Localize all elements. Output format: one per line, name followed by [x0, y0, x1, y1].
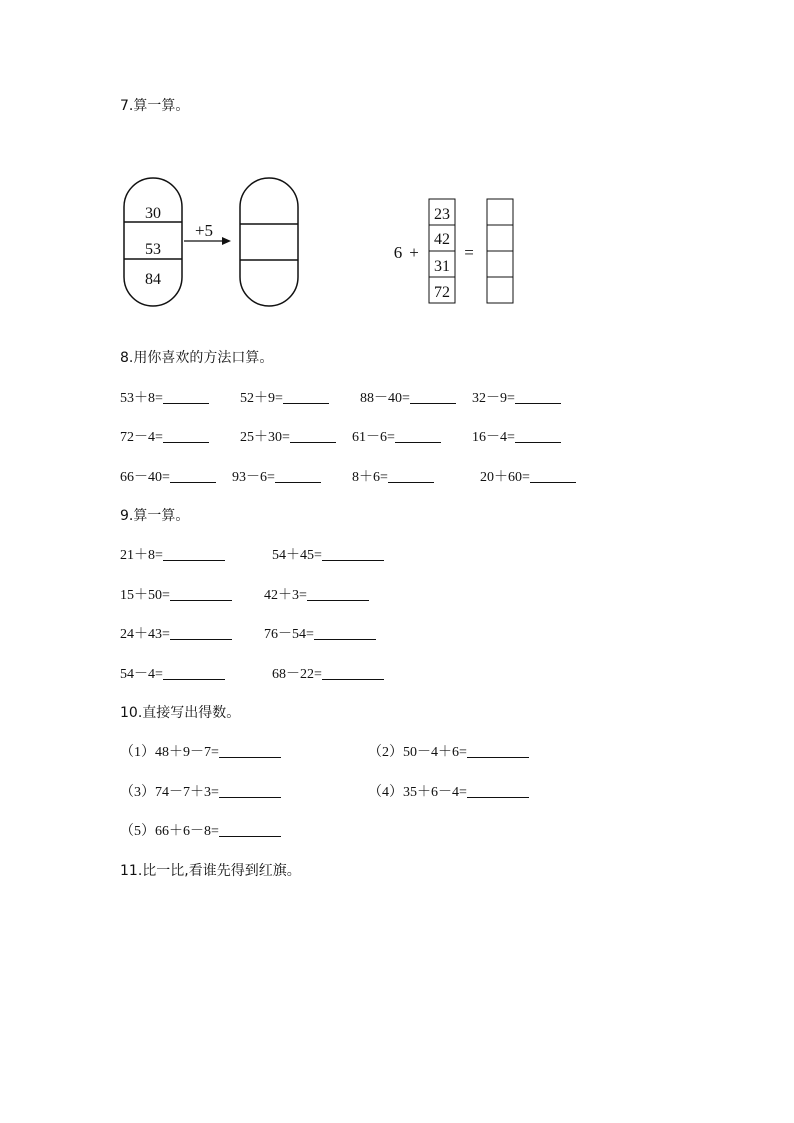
- q7-figure: [0, 0, 794, 320]
- answer-blank[interactable]: [322, 546, 384, 561]
- answer-blank[interactable]: [219, 783, 281, 798]
- answer-blank[interactable]: [322, 665, 384, 680]
- answer-blank[interactable]: [530, 468, 576, 483]
- q8-problem: 93－6=: [232, 468, 321, 487]
- q9-problem: 42＋3=: [264, 586, 369, 605]
- answer-blank[interactable]: [314, 625, 376, 640]
- q9-problem: 68－22=: [272, 665, 384, 684]
- answer-blank[interactable]: [410, 389, 456, 404]
- q8-problem: 16－4=: [472, 428, 561, 447]
- answer-blank[interactable]: [170, 586, 232, 601]
- q10-problem: （1）48＋9－7=: [120, 743, 281, 762]
- right-capsule: [240, 178, 298, 306]
- answer-blank[interactable]: [467, 743, 529, 758]
- arrow-head-icon: [222, 237, 231, 245]
- q11-title: 11.比一比,看谁先得到红旗。: [120, 863, 301, 879]
- capsule-value: 84: [145, 271, 161, 288]
- answer-blank[interactable]: [170, 468, 216, 483]
- plus-sign: +: [409, 243, 419, 262]
- answer-blank[interactable]: [307, 586, 369, 601]
- answer-blank[interactable]: [275, 468, 321, 483]
- q8-problem: 32－9=: [472, 389, 561, 408]
- answer-blank[interactable]: [219, 822, 281, 837]
- answer-blank[interactable]: [388, 468, 434, 483]
- answer-blank[interactable]: [283, 389, 329, 404]
- q9-problem: 54－4=: [120, 665, 225, 684]
- answer-blank[interactable]: [170, 625, 232, 640]
- q9-problem: 24＋43=: [120, 625, 232, 644]
- answer-blank[interactable]: [290, 428, 336, 443]
- q8-problem: 88－40=: [360, 389, 456, 408]
- column-value: 72: [434, 284, 450, 301]
- answer-blank[interactable]: [467, 783, 529, 798]
- q8-problem: 20＋60=: [480, 468, 576, 487]
- q10-problem: （2）50－4＋6=: [368, 743, 529, 762]
- lhs-number: 6: [393, 243, 403, 262]
- answer-blank[interactable]: [515, 428, 561, 443]
- q8-problem: 72－4=: [120, 428, 209, 447]
- q7-title: 7.算一算。: [120, 98, 190, 114]
- q9-title: 9.算一算。: [120, 508, 190, 524]
- equals-sign: =: [464, 243, 474, 262]
- q8-title: 8.用你喜欢的方法口算。: [120, 350, 274, 366]
- q8-problem: 66－40=: [120, 468, 216, 487]
- q9-problem: 21＋8=: [120, 546, 225, 565]
- q10-problem: （4）35＋6－4=: [368, 783, 529, 802]
- q10-problem: （5）66＋6－8=: [120, 822, 281, 841]
- q9-problem: 54＋45=: [272, 546, 384, 565]
- q8-problem: 25＋30=: [240, 428, 336, 447]
- q9-problem: 15＋50=: [120, 586, 232, 605]
- q8-problem: 61－6=: [352, 428, 441, 447]
- q10-title: 10.直接写出得数。: [120, 705, 241, 721]
- q9-problem: 76－54=: [264, 625, 376, 644]
- column-value: 31: [434, 258, 450, 275]
- answer-blank[interactable]: [515, 389, 561, 404]
- column-value: 42: [434, 231, 450, 248]
- answer-blank[interactable]: [163, 389, 209, 404]
- column-value: 23: [434, 206, 450, 223]
- q8-problem: 52＋9=: [240, 389, 329, 408]
- q8-problem: 8＋6=: [352, 468, 434, 487]
- answer-blank[interactable]: [219, 743, 281, 758]
- q10-problem: （3）74－7＋3=: [120, 783, 281, 802]
- answer-blank[interactable]: [163, 665, 225, 680]
- capsule-value: 30: [145, 205, 161, 222]
- capsule-value: 53: [145, 241, 161, 258]
- answer-blank[interactable]: [163, 428, 209, 443]
- answer-blank[interactable]: [163, 546, 225, 561]
- q8-problem: 53＋8=: [120, 389, 209, 408]
- answer-blank[interactable]: [395, 428, 441, 443]
- add-label: +5: [194, 221, 214, 240]
